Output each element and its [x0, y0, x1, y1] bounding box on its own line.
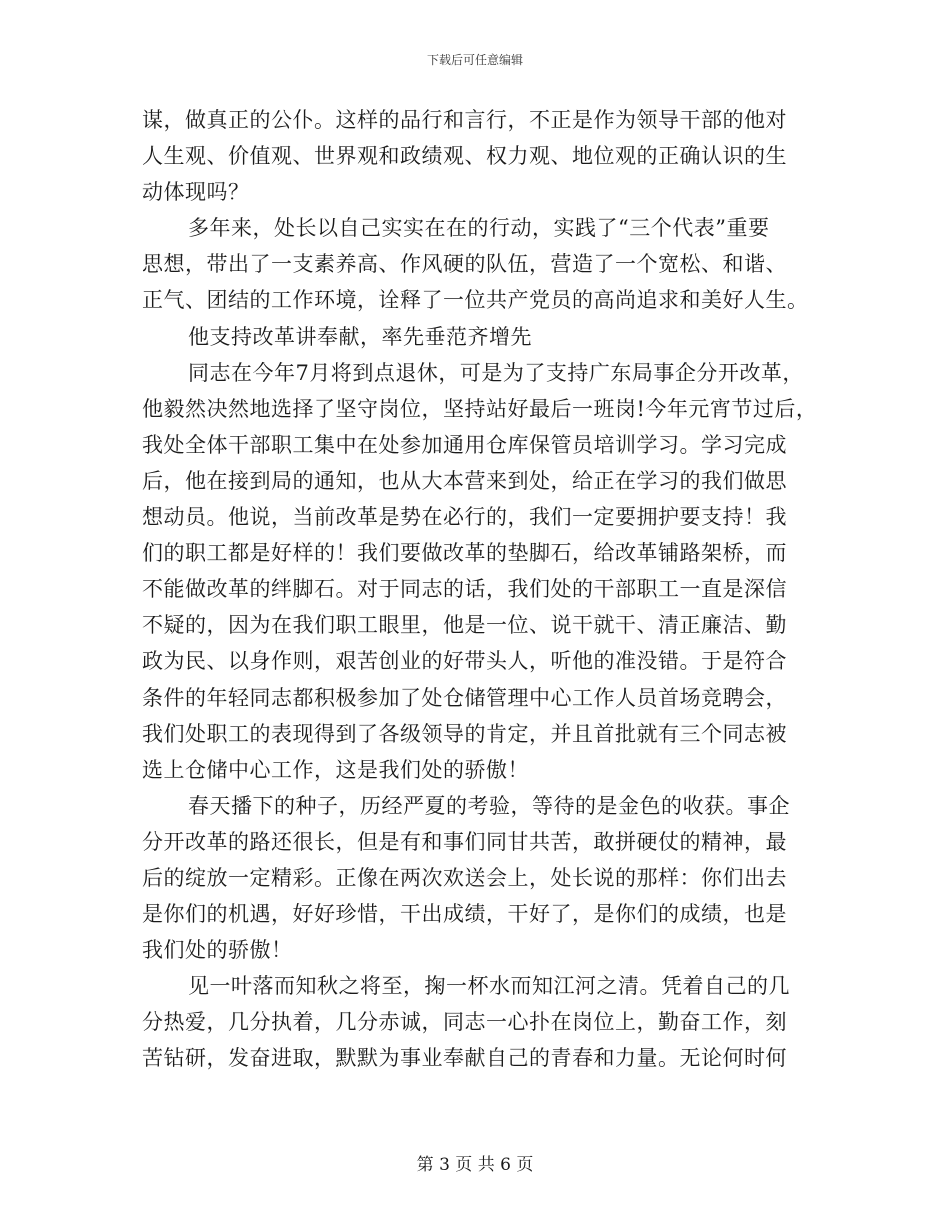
page-header: 下载后可任意编辑 [426, 53, 523, 67]
text-line: 政为民、以身作则，艰苦创业的好带头人，听他的准没错。于是符合 [142, 649, 787, 674]
text-line: 后，他在接到局的通知，也从大本营来到处，给正在学习的我们做思 [142, 468, 787, 493]
text-line: 我们处职工的表现得到了各级领导的肯定，并且首批就有三个同志被 [142, 721, 787, 746]
page-number: 第 3 页 共 6 页 [416, 1155, 534, 1175]
text-line: 们的职工都是好样的！我们要做改革的垫脚石，给改革铺路架桥，而 [142, 541, 787, 566]
document-body [142, 102, 822, 1077]
text-line: 想动员。他说，当前改革是势在必行的，我们一定要拥护要支持！我 [142, 505, 787, 530]
text-line: 条件的年轻同志都积极参加了处仓储管理中心工作人员首场竞聘会， [142, 685, 787, 710]
text-line: 分热爱，几分执着，几分赤诚，同志一心扑在岗位上，勤奋工作，刻 [142, 1010, 787, 1035]
text-line: 同志在今年7月将到点退休，可是为了支持广东局事企分开改革， [188, 360, 804, 385]
text-line: 后的绽放一定精彩。正像在两次欢送会上，处长说的那样：你们出去 [142, 865, 787, 890]
text-line: 我处全体干部职工集中在处参加通用仓库保管员培训学习。学习完成 [142, 432, 787, 457]
text-line: 不疑的，因为在我们职工眼里，他是一位、说干就干、清正廉洁、勤 [142, 613, 787, 638]
text-line: 春天播下的种子，历经严夏的考验，等待的是金色的收获。事企 [188, 793, 790, 818]
text-line: 苦钻研，发奋进取，默默为事业奉献自己的青春和力量。无论何时何 [142, 1046, 787, 1071]
text-line: 多年来，处长以自己实实在在的行动，实践了“三个代表”重要 [188, 216, 770, 241]
text-line: 正气、团结的工作环境，诠释了一位共产党员的高尚追求和美好人生。 [142, 288, 809, 313]
text-line: 我们处的骄傲！ [142, 938, 293, 963]
text-line: 是你们的机遇，好好珍惜，干出成绩，干好了，是你们的成绩，也是 [142, 902, 787, 927]
text-line: 人生观、价值观、世界观和政绩观、权力观、地位观的正确认识的生 [142, 144, 787, 169]
text-line: 动体现吗？ [142, 180, 250, 205]
text-line: 谋，做真正的公仆。这样的品行和言行，不正是作为领导干部的他对 [142, 108, 787, 132]
text-line: 分开改革的路还很长，但是有和事们同甘共苦，敢拼硬仗的精神，最 [142, 829, 787, 854]
text-line: 思想，带出了一支素养高、作风硬的队伍，营造了一个宽松、和谐、 [142, 252, 787, 277]
text-line: 不能做改革的绊脚石。对于同志的话，我们处的干部职工一直是深信 [142, 577, 787, 602]
text-line: 他支持改革讲奉献，率先垂范齐增先 [188, 324, 532, 349]
text-line: 选上仓储中心工作，这是我们处的骄傲！ [142, 757, 529, 782]
text-line: 见一叶落而知秋之将至，掬一杯水而知江河之清。凭着自己的几 [188, 974, 790, 999]
text-line: 他毅然决然地选择了坚守岗位，坚持站好最后一班岗!今年元宵节过后， [142, 396, 818, 421]
